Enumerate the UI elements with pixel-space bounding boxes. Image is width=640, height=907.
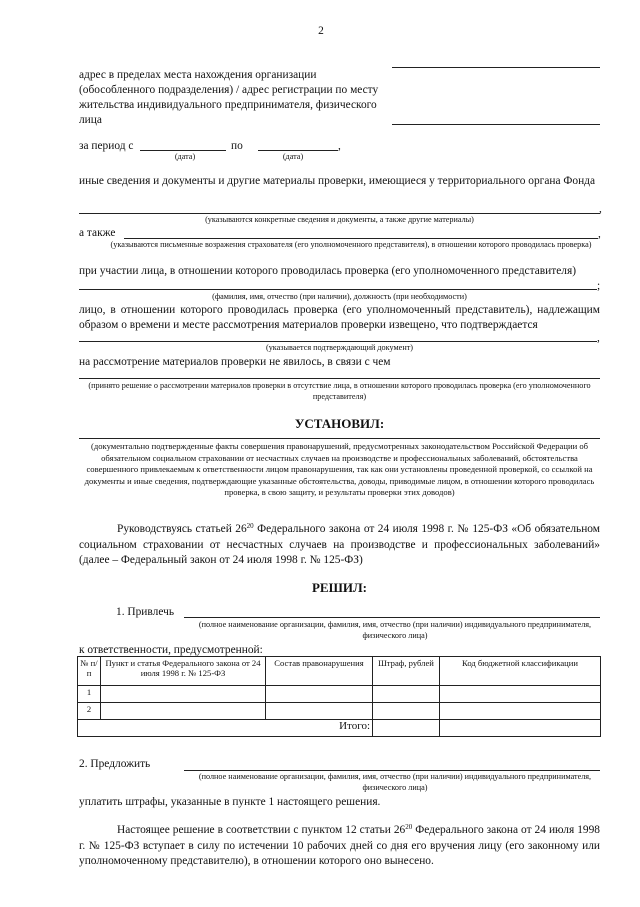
propose-text: уплатить штрафы, указанные в пункте 1 настоящего решения. xyxy=(79,796,381,808)
col-offense: Состав правонарушения xyxy=(266,657,373,686)
other-info-comma: , xyxy=(599,203,602,215)
item1-line[interactable] xyxy=(184,617,600,618)
also-comma: , xyxy=(598,228,601,240)
also-hint: (указываются письменные возражения страхователя (его уполномоченного представителя), в отношении которого проводилась проверка) xyxy=(110,240,592,249)
participation-line[interactable] xyxy=(79,289,597,290)
row-fine[interactable] xyxy=(373,703,440,720)
effect-part1: Настоящее решение в соответствии с пунктом 12 статьи 26 xyxy=(117,824,406,836)
row-law-article[interactable] xyxy=(101,686,266,703)
also-line[interactable] xyxy=(124,238,598,239)
address-line-1 xyxy=(392,67,600,68)
established-line[interactable] xyxy=(79,438,600,439)
total-fine[interactable] xyxy=(373,720,440,737)
participation-hint: (фамилия, имя, отчество (при наличии), должность (при необходимости) xyxy=(212,292,467,301)
effect-paragraph xyxy=(79,823,600,870)
col-fine: Штраф, рублей xyxy=(373,657,440,686)
propose-line[interactable] xyxy=(184,770,600,771)
table-total-row xyxy=(78,720,601,737)
row-offense[interactable] xyxy=(266,703,373,720)
notified-hint: (указывается подтверждающий документ) xyxy=(265,343,414,352)
absent-line[interactable] xyxy=(79,378,600,379)
established-hint: (документально подтвержденные факты совершения правонарушений, предусмотренных законодательством Российской Федерации об обязательном социальном страховании от несчастных случаев на производстве и профессиональных заболеваний, обстоятельства совершенного привлекаемым к ответственности лицом правонарушения, так как они установлены проведенной проверкой, со ссылкой на документы и иные сведения, подтверждающие указанные обстоятельства, доводы, приводимые лицом, в отношении которого проводилась проверка, в свою защиту, и результаты проверки этих доводов) xyxy=(84,441,595,498)
period-to-field[interactable] xyxy=(258,150,338,151)
address-label-line-2: (обособленного подразделения) / адрес регистрации по месту xyxy=(79,84,379,96)
table-row xyxy=(78,703,601,720)
table-header-row xyxy=(78,657,601,686)
page-number: 2 xyxy=(318,25,324,37)
propose-hint: (полное наименование организации, фамилия, имя, отчество (при наличии) индивидуального предпринимателя, физического лица) xyxy=(198,772,592,792)
also-label: а также xyxy=(79,227,116,239)
col-budget-code: Код бюджетной классификации xyxy=(440,657,601,686)
responsibility-text: к ответственности, предусмотренной: xyxy=(79,644,263,656)
other-info-hint: (указываются конкретные сведения и документы, а также другие материалы) xyxy=(205,215,474,224)
decided-heading: РЕШИЛ: xyxy=(311,580,367,595)
effect-sup: 20 xyxy=(405,823,413,831)
col-number: № п/п xyxy=(78,657,101,686)
notified-text: лицо, в отношении которого проводилась проверка (его уполномоченный представитель), надлежащим образом о времени и месте рассмотрения материалов проверки извещено, что подтверждается xyxy=(79,304,600,331)
guided-part2: Федерального закона от 24 июля 1998 г. № 125-ФЗ «Об обязательном социальном страховании от несчастных случаев на производстве и профессиональных заболеваний» (далее – Федеральный закон от 24 июля 1998 г. № 125-ФЗ) xyxy=(79,523,600,566)
total-label: Итого: xyxy=(78,720,373,737)
row-budget-code[interactable] xyxy=(440,703,601,720)
row-law-article[interactable] xyxy=(101,703,266,720)
guided-paragraph xyxy=(79,522,600,569)
period-from-hint: (дата) xyxy=(174,152,196,161)
propose-label: 2. Предложить xyxy=(79,758,151,770)
row-number: 1 xyxy=(78,686,101,703)
row-number: 2 xyxy=(78,703,101,720)
table-row xyxy=(78,686,601,703)
notified-line[interactable] xyxy=(79,341,597,342)
row-budget-code[interactable] xyxy=(440,686,601,703)
col-law-article: Пункт и статья Федерального закона от 24 июля 1998 г. № 125-ФЗ xyxy=(101,657,266,686)
item1-label: 1. Привлечь xyxy=(116,606,175,618)
period-middle: по xyxy=(231,140,243,152)
row-fine[interactable] xyxy=(373,686,440,703)
absent-text: на рассмотрение материалов проверки не явилось, в связи с чем xyxy=(79,356,391,368)
address-line-2 xyxy=(392,124,600,125)
absent-hint: (принято решение о рассмотрении материалов проверки в отсутствие лица, в отношении которого проводилась проверка (его уполномоченного представителя) xyxy=(88,381,591,401)
guided-part1: Руководствуясь статьей 26 xyxy=(117,523,247,535)
period-prefix: за период с xyxy=(79,140,134,152)
address-label-line-1: адрес в пределах места нахождения организации xyxy=(79,69,317,81)
other-info-line[interactable] xyxy=(79,213,600,214)
address-label-line-4: лица xyxy=(79,114,102,126)
period-suffix: , xyxy=(338,140,341,152)
address-label-line-3: жительства индивидуального предпринимателя, физического xyxy=(79,99,377,111)
participation-semicolon: ; xyxy=(597,280,601,292)
effect-part2: Федерального закона от 24 июля 1998 г. № 125-ФЗ вступает в силу по истечении 10 рабочих дней со дня его вручения лицу (его законному или уполномоченному представителю), в отношении которого оно вынесено. xyxy=(79,824,600,867)
row-offense[interactable] xyxy=(266,686,373,703)
notified-comma: , xyxy=(597,332,600,344)
item1-hint: (полное наименование организации, фамилия, имя, отчество (при наличии) индивидуального предпринимателя, физического лица) xyxy=(198,620,592,640)
guided-sup: 20 xyxy=(246,522,254,530)
established-heading: УСТАНОВИЛ: xyxy=(294,416,385,431)
period-to-hint: (дата) xyxy=(282,152,304,161)
period-from-field[interactable] xyxy=(140,150,226,151)
fines-table xyxy=(77,656,601,737)
other-info-text: иные сведения и документы и другие материалы проверки, имеющиеся у территориального органа Фонда xyxy=(79,175,596,187)
total-budget-code[interactable] xyxy=(440,720,601,737)
participation-text: при участии лица, в отношении которого проводилась проверка (его уполномоченного представителя) xyxy=(79,265,576,277)
